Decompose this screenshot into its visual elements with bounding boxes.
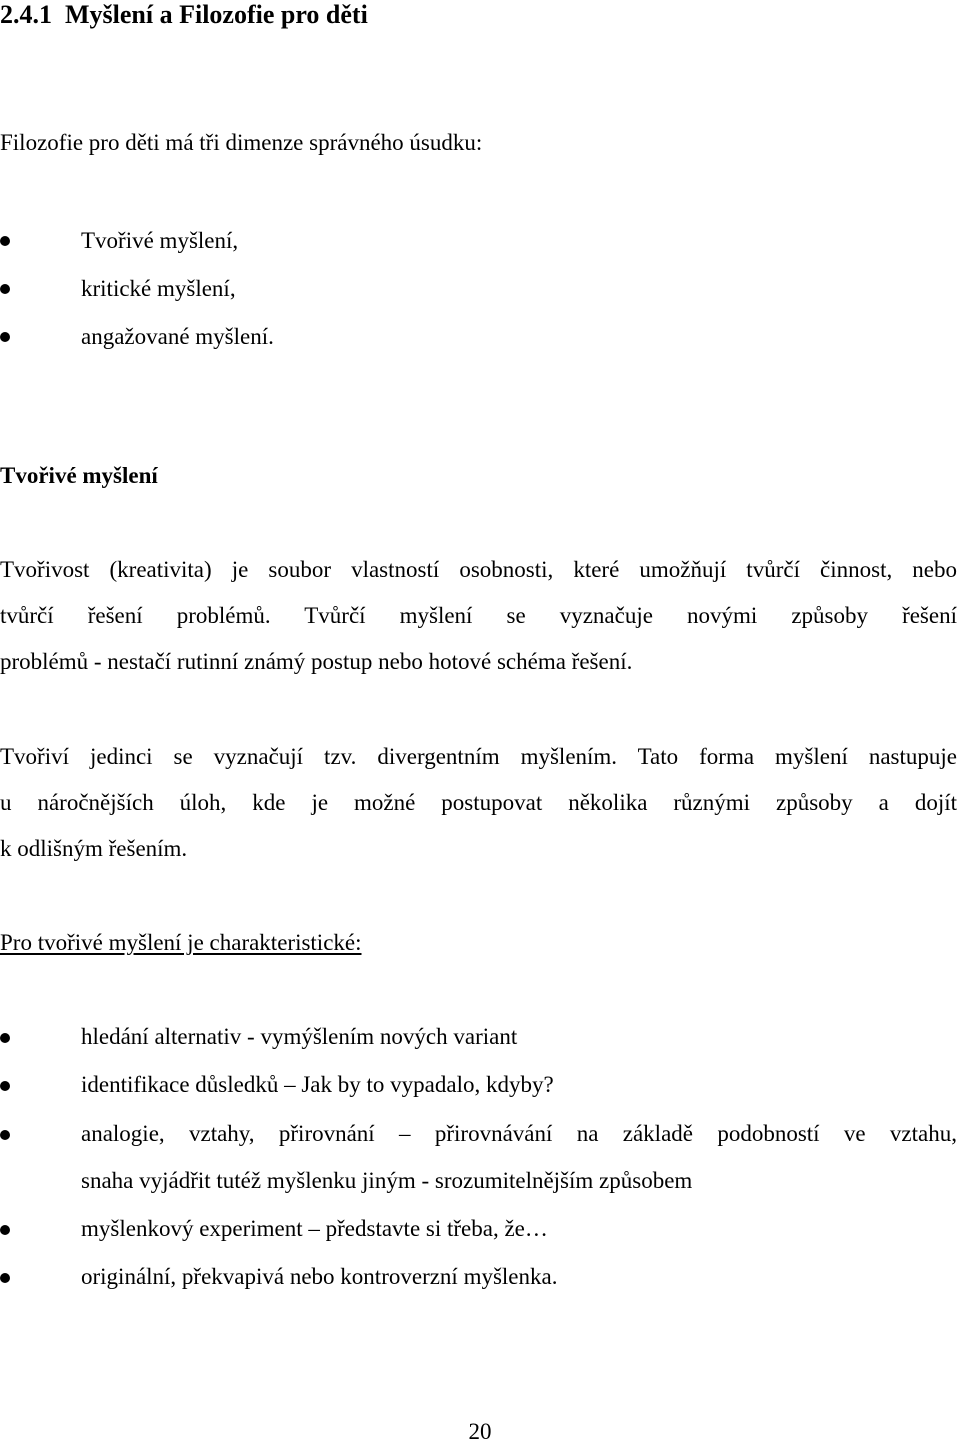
page-number: 20 xyxy=(468,1419,492,1444)
paragraph-line: k odlišným řešením. xyxy=(0,836,188,861)
paragraph-line: problémů - nestačí rutinní známý postup nebo hotové schéma řešení. xyxy=(0,649,633,674)
list-item: angažované myšlení. xyxy=(81,324,274,349)
bullet-icon xyxy=(0,1225,10,1235)
list-item: Tvořivé myšlení, xyxy=(81,228,239,253)
paragraph-line: Tvořiví jedinci se vyznačují tzv. divergentním myšlením. Tato forma myšlení nastupuje xyxy=(0,744,957,769)
bullet-icon xyxy=(0,1273,10,1283)
list-item: hledání alternativ - vymýšlením nových variant xyxy=(81,1024,518,1049)
bullet-icon xyxy=(0,284,10,294)
paragraph-line: u náročnějších úloh, kde je možné postupovat několika různými způsoby a dojít xyxy=(0,790,957,815)
bullet-icon xyxy=(0,236,10,246)
list-item: originální, překvapivá nebo kontroverzní myšlenka. xyxy=(81,1264,558,1289)
intro-text: Filozofie pro děti má tři dimenze správného úsudku: xyxy=(0,130,483,155)
bullet-icon xyxy=(0,1130,10,1140)
section-heading xyxy=(0,0,368,30)
characteristics-heading: Pro tvořivé myšlení je charakteristické: xyxy=(0,930,362,955)
subheading: Tvořivé myšlení xyxy=(0,463,158,488)
bullet-icon xyxy=(0,332,10,342)
paragraph-line: Tvořivost (kreativita) je soubor vlastností osobnosti, které umožňují tvůrčí činnost, nebo xyxy=(0,557,957,582)
list-item: analogie, vztahy, přirovnání – přirovnávání na základě podobností ve vztahu, xyxy=(81,1121,957,1146)
list-item-continuation: snaha vyjádřit tutéž myšlenku jiným - srozumitelnějším způsobem xyxy=(81,1168,693,1193)
list-item: myšlenkový experiment – představte si třeba, že… xyxy=(81,1216,548,1241)
list-item: identifikace důsledků – Jak by to vypadalo, kdyby? xyxy=(81,1072,554,1097)
list-item: kritické myšlení, xyxy=(81,276,236,301)
section-title: Myšlení a Filozofie pro děti xyxy=(65,0,368,29)
bullet-icon xyxy=(0,1081,10,1091)
section-number: 2.4.1 xyxy=(0,0,52,29)
paragraph-line: tvůrčí řešení problémů. Tvůrčí myšlení se vyznačuje novými způsoby řešení xyxy=(0,603,957,628)
bullet-icon xyxy=(0,1033,10,1043)
